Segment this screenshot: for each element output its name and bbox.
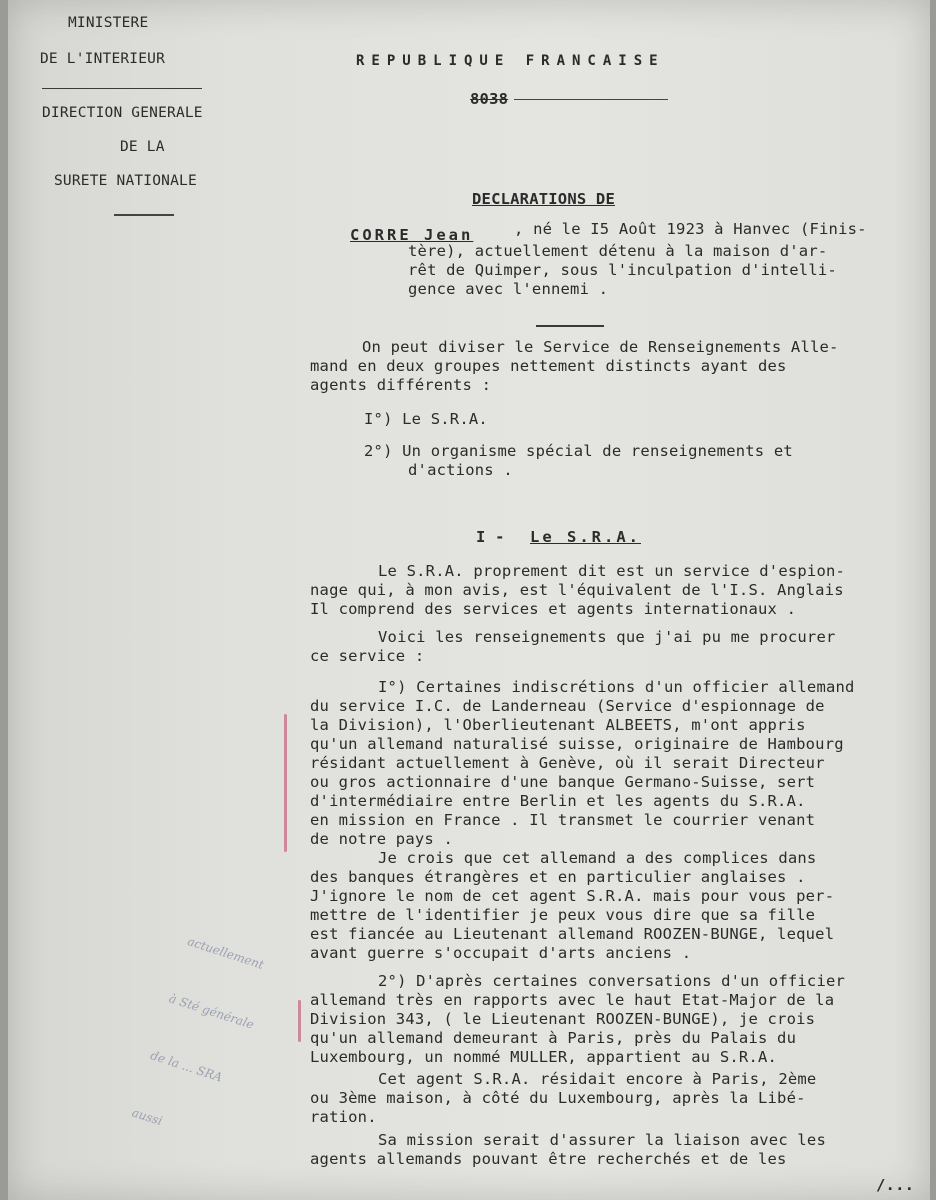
header-dash (114, 214, 174, 216)
intro-line-2: mand en deux groupes nettement distincts ayant des (310, 357, 787, 375)
para4-line-4: mettre de l'identifier je peux vous dire que sa fille (310, 906, 816, 924)
para3-line-9: de notre pays . (310, 830, 453, 848)
ministry-line-1: MINISTERE (68, 15, 149, 31)
para3-line-3: la Division), l'Oberlieutenant ALBEETS, m'ont appris (310, 716, 806, 734)
para3-line-7: d'intermédiaire entre Berlin et les agents du S.R.A. (310, 792, 806, 810)
section-heading: Le S.R.A. (530, 528, 641, 546)
margin-note-line: de la ... SRA (148, 1048, 224, 1085)
header-divider (42, 88, 202, 89)
para3-line-1: I°) Certaines indiscrétions d'un officier allemand (378, 678, 855, 696)
para1-line-3: Il comprend des services et agents internationaux . (310, 600, 797, 618)
para3-line-2: du service I.C. de Landerneau (Service d'espionnage de (310, 697, 825, 715)
para3-line-5: résidant actuellement à Genève, où il serait Directeur (310, 754, 825, 772)
subject-line-1: , né le I5 Août 1923 à Hanvec (Finis- (514, 220, 867, 238)
ministry-line-2: DE L'INTERIEUR (40, 51, 166, 67)
title-divider (536, 325, 604, 327)
intro-item-2-line-1: 2°) Un organisme spécial de renseignements et (364, 442, 793, 460)
para4-line-3: J'ignore le nom de cet agent S.R.A. mais pour vous per- (310, 887, 835, 905)
para4-line-6: avant guerre s'occupait d'arts anciens . (310, 944, 692, 962)
intro-item-1: I°) Le S.R.A. (364, 410, 488, 428)
document-page (8, 0, 930, 1200)
margin-highlight-mark (298, 1000, 301, 1042)
para1-line-2: nage qui, à mon avis, est l'équivalent de l'I.S. Anglais (310, 581, 844, 599)
republic-dash (514, 99, 668, 100)
para4-line-5: est fiancée au Lieutenant allemand ROOZEN-BUNGE, lequel (310, 925, 835, 943)
para2-line-2: ce service : (310, 647, 425, 665)
struck-reference-number: 8038 (470, 90, 509, 108)
para7-line-2: agents allemands pouvant être recherchés et de les (310, 1150, 787, 1168)
declaration-heading: DECLARATIONS DE (472, 190, 615, 208)
subject-line-2: tère), actuellement détenu à la maison d'ar- (408, 242, 828, 260)
para4-line-1: Je crois que cet allemand a des complices dans (378, 849, 817, 867)
para6-line-3: ration. (310, 1108, 377, 1126)
para5-line-3: Division 343, ( le Lieutenant ROOZEN-BUNGE), je crois (310, 1010, 816, 1028)
margin-highlight-mark (284, 714, 287, 852)
para5-line-4: qu'un allemand demeurant à Paris, près du Palais du (310, 1029, 797, 1047)
para5-line-5: Luxembourg, un nommé MULLER, appartient au S.R.A. (310, 1048, 778, 1066)
margin-note-line: actuellement (185, 934, 266, 972)
margin-note-line: aussi (130, 1105, 165, 1129)
para1-line-1: Le S.R.A. proprement dit est un service d'espion- (378, 562, 846, 580)
para4-line-2: des banques étrangères et en particulier anglaises . (310, 868, 806, 886)
intro-line-1: On peut diviser le Service de Renseignements Alle- (362, 338, 839, 356)
intro-line-3: agents différents : (310, 376, 492, 394)
subject-line-4: gence avec l'ennemi . (408, 280, 609, 298)
direction-line-1: DIRECTION GENERALE (42, 105, 203, 121)
para3-line-6: ou gros actionnaire d'une banque Germano-Suisse, sert (310, 773, 816, 791)
margin-note-line: à Sté générale (167, 991, 256, 1032)
continuation-marker: /... (876, 1176, 915, 1194)
handwritten-margin-note (117, 893, 288, 1187)
para3-line-4: qu'un allemand naturalisé suisse, originaire de Hambourg (310, 735, 844, 753)
para6-line-2: ou 3ème maison, à côté du Luxembourg, après la Libé- (310, 1089, 806, 1107)
direction-line-3: SURETE NATIONALE (54, 173, 197, 189)
para3-line-8: en mission en France . Il transmet le courrier venant (310, 811, 816, 829)
para5-line-2: allemand très en rapports avec le haut Etat-Major de la (310, 991, 835, 1009)
direction-line-2: DE LA (120, 139, 165, 155)
para5-line-1: 2°) D'après certaines conversations d'un officier (378, 972, 846, 990)
para6-line-1: Cet agent S.R.A. résidait encore à Paris, 2ème (378, 1070, 817, 1088)
republic-heading: REPUBLIQUE FRANCAISE (356, 53, 665, 69)
para7-line-1: Sa mission serait d'assurer la liaison avec les (378, 1131, 826, 1149)
subject-line-3: rêt de Quimper, sous l'inculpation d'intelli- (408, 261, 837, 279)
section-number: I - (476, 528, 505, 546)
para2-line-1: Voici les renseignements que j'ai pu me procurer (378, 628, 836, 646)
subject-name: CORRE Jean (350, 226, 474, 244)
intro-item-2-line-2: d'actions . (408, 461, 513, 479)
